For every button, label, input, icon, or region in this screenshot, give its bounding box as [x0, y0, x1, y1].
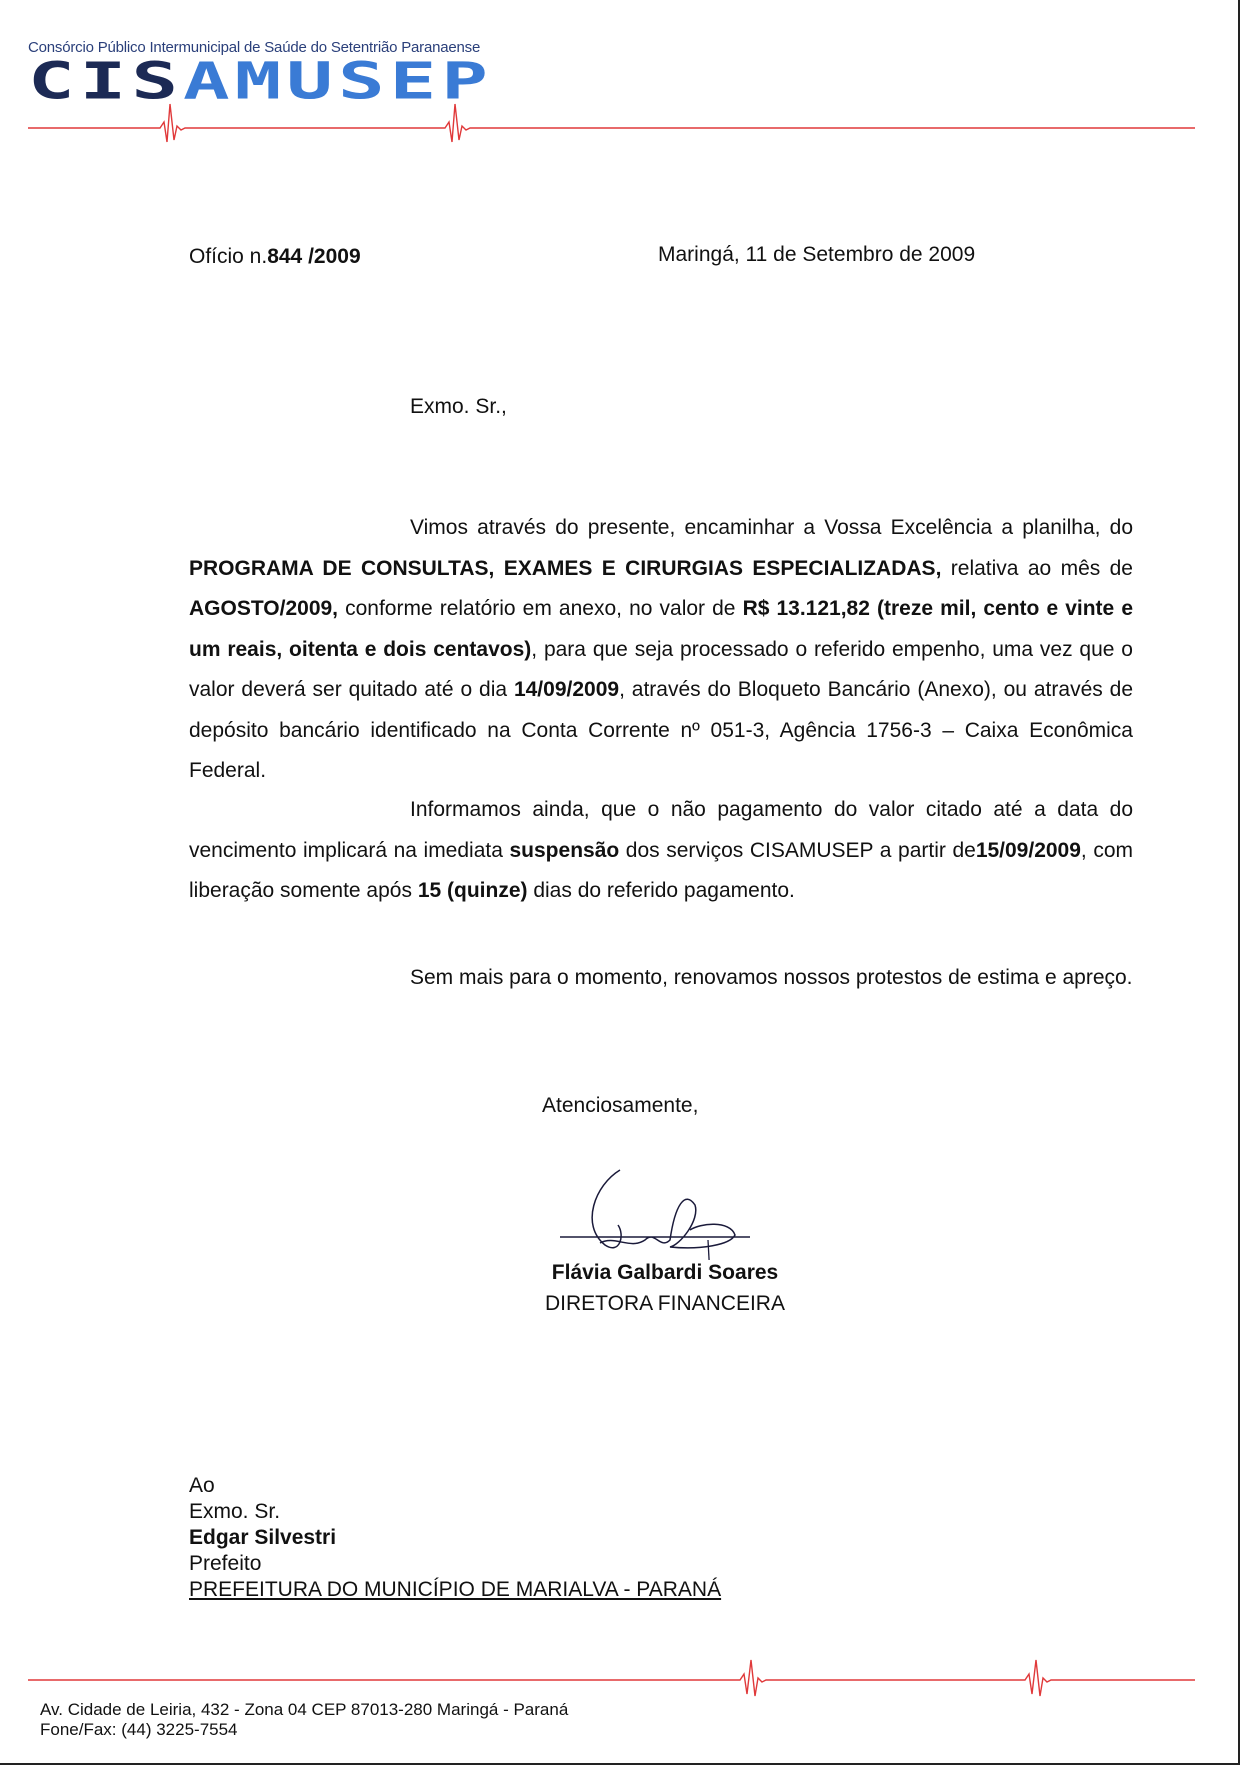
- text-run: relativa ao mês de: [941, 556, 1133, 580]
- text-run: PROGRAMA DE CONSULTAS, EXAMES E CIRURGIAS ESPECIALIZADAS,: [189, 556, 942, 580]
- text-run: Vimos através do presente, encaminhar a Vossa Excelência a planilha, do: [410, 516, 1133, 539]
- closing: Atenciosamente,: [542, 1094, 699, 1117]
- addressee-title: Prefeito: [189, 1552, 262, 1575]
- footer: [40, 1700, 568, 1740]
- handwritten-signature: [560, 1165, 780, 1260]
- text-run: , através do Bloqueto Bancário (Anexo), ou através de depósito bancário identificado na Conta Corrente nº 051-3, Agência 1756-3 – Caixa Econômica Federal.: [189, 678, 1133, 782]
- header-subtitle: Consórcio Público Intermunicipal de Saúde do Setentrião Paranaense: [28, 39, 481, 56]
- header-ecg-line: [0, 92, 1240, 152]
- letter-date: Maringá, 11 de Setembro de 2009: [658, 243, 976, 266]
- text-run: 14/09/2009: [513, 678, 620, 701]
- text-run: , para que seja processado o referido empenho, uma vez que o valor deverá ser quitado até o dia: [189, 637, 1133, 701]
- paragraph-3: Sem mais para o momento, renovamos nossos protestos de estima e apreço.: [410, 966, 1133, 989]
- oficio-number: Ofício n.844 /2009: [189, 245, 361, 268]
- footer-phone: Fone/Fax: (44) 3225-7554: [40, 1720, 238, 1739]
- text-run: dos serviços CISAMUSEP a partir de: [619, 838, 976, 862]
- signer-name: Flávia Galbardi Soares: [551, 1261, 779, 1284]
- greeting: Exmo. Sr.,: [410, 395, 507, 418]
- text-run: 15 (quinze): [417, 879, 528, 902]
- addressee-line-exmo: Exmo. Sr.: [189, 1500, 281, 1523]
- signer-role: DIRETORA FINANCEIRA: [545, 1292, 785, 1315]
- text-run: , com liberação somente após: [189, 838, 1134, 902]
- addressee-organization: PREFEITURA DO MUNICÍPIO DE MARIALVA - PARANÁ: [189, 1578, 722, 1601]
- text-run: R$ 13.121,82 (treze mil, cento e vinte e um reais, oitenta e dois centavos): [189, 597, 1133, 661]
- paragraph-1: [189, 508, 1133, 792]
- text-run: AGOSTO/2009,: [189, 597, 339, 620]
- text-run: suspensão: [509, 838, 620, 862]
- footer-address: Av. Cidade de Leiria, 432 - Zona 04 CEP 87013-280 Maringá - Paraná: [40, 1700, 569, 1719]
- text-run: Informamos ainda, que o não pagamento do valor citado até a data do vencimento implicará na imediata: [189, 798, 1133, 862]
- text-run: dias do referido pagamento.: [527, 879, 795, 902]
- addressee-name: Edgar Silvestri: [189, 1526, 337, 1549]
- addressee-line-ao: Ao: [189, 1474, 215, 1497]
- paragraph-2: [189, 790, 1133, 912]
- cisamusep-logo: CISAMUSEP: [28, 51, 493, 111]
- text-run: conforme relatório em anexo, no valor de: [338, 597, 743, 620]
- text-run: 15/09/2009: [975, 838, 1081, 862]
- addressee-block: [189, 1473, 721, 1603]
